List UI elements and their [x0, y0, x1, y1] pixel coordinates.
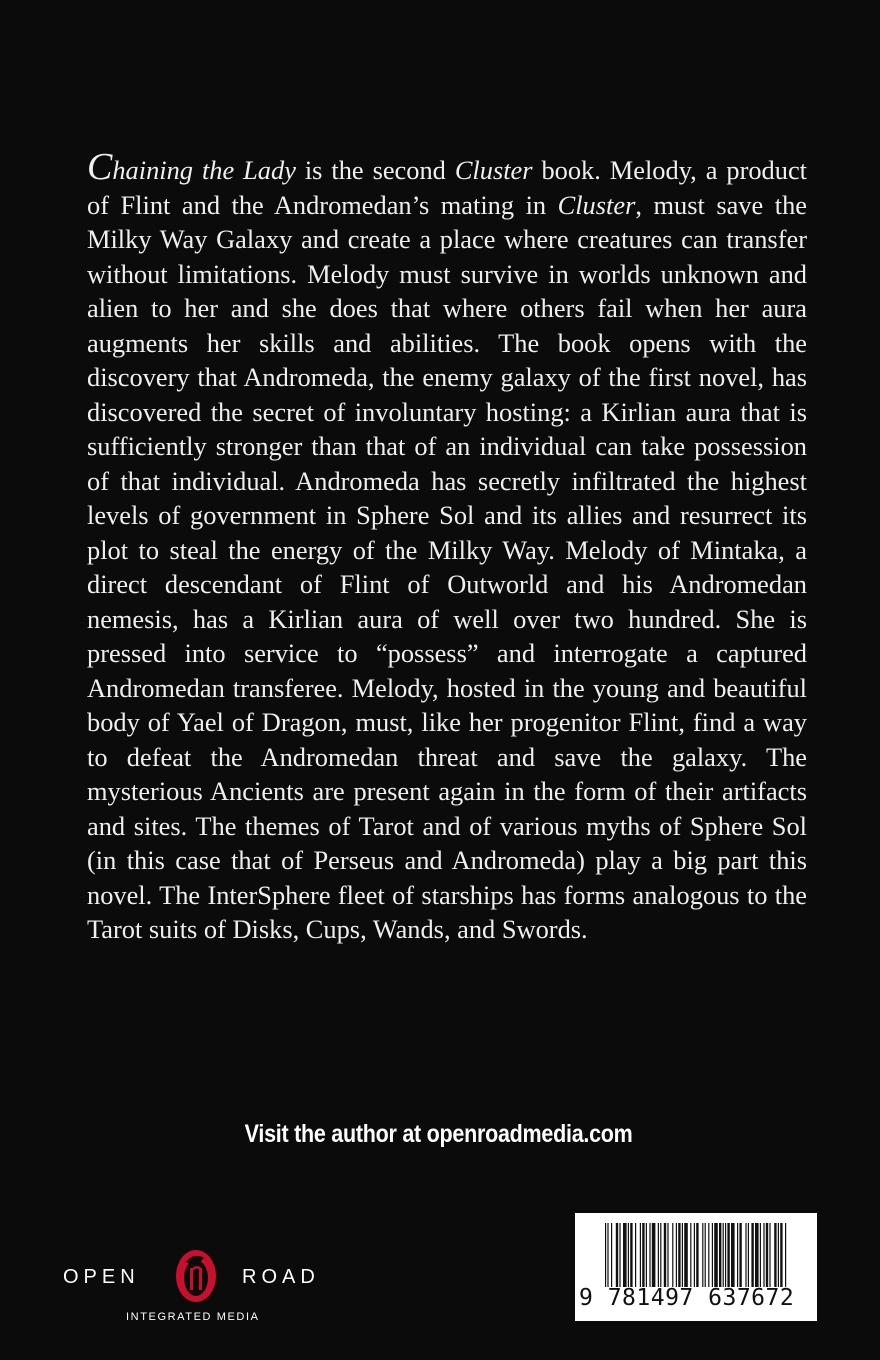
- barcode-bar: [678, 1223, 680, 1287]
- barcode-bar: [664, 1223, 666, 1287]
- barcode-bar: [642, 1223, 644, 1287]
- author-website-line: Visit the author at openroadmedia.com: [244, 1120, 633, 1148]
- barcode-bar: [616, 1223, 618, 1287]
- barcode-bar: [672, 1223, 673, 1287]
- barcode-bar: [751, 1223, 753, 1287]
- barcode-bar: [705, 1223, 706, 1287]
- barcode-bar: [785, 1223, 786, 1287]
- barcode-bar: [769, 1223, 770, 1287]
- barcode-bar: [605, 1223, 606, 1287]
- publisher-word-road: ROAD: [242, 1266, 320, 1288]
- blurb-text-2: book. Melody, a product of Flint and the Andromedan’s mating in: [87, 155, 807, 220]
- barcode-bar: [694, 1223, 695, 1287]
- barcode-bar: [682, 1223, 683, 1287]
- barcode-bar: [696, 1223, 698, 1287]
- open-road-logo-mark-icon: [168, 1248, 224, 1304]
- barcode-bar: [623, 1223, 627, 1287]
- barcode-bar: [766, 1223, 768, 1287]
- drop-cap: C: [87, 146, 113, 188]
- barcode-bar: [737, 1223, 738, 1287]
- series-name-2: Cluster: [557, 189, 636, 220]
- barcode-bar: [635, 1223, 636, 1287]
- barcode-bar: [619, 1223, 620, 1287]
- barcode-bar: [658, 1223, 659, 1287]
- barcode-bar: [755, 1223, 759, 1287]
- publisher-word-open: OPEN: [63, 1266, 140, 1288]
- barcode-bar: [714, 1223, 718, 1287]
- barcode-bar: [649, 1223, 650, 1287]
- barcode-bar: [628, 1223, 629, 1287]
- blurb-text-1: is the second: [295, 155, 455, 185]
- barcode-bar: [611, 1223, 612, 1287]
- barcode-bar: [719, 1223, 721, 1287]
- barcode-bar: [640, 1223, 641, 1287]
- barcode-bar: [778, 1223, 779, 1287]
- barcode-bar: [684, 1223, 688, 1287]
- barcode-bar: [723, 1223, 724, 1287]
- barcode-bar: [760, 1223, 761, 1287]
- blurb-text-3: , must save the Milky Way Galaxy and create a place where creatures can transfer without limitations. Melody must survive in worlds unknown and alien to her and she does that where others fail when her aura augments her skills and abilities. The book opens with the discovery that Andromeda, the enemy galaxy of the first novel, has discovered the secret of involuntary hosting: a Kirlian aura that is sufficiently stronger than that of an individual can take possession of that individual. Andromeda has secretly infiltrated the highest levels of government in Sphere Sol and its allies and resurrect its plot to steal the energy of the Milky Way. Melody of Mintaka, a direct descendant of Flint of Outworld and his Andromedan nemesis, has a Kirlian aura of well over two hundred. She is pressed into service to “possess” and interrogate a captured Andromedan transferee. Melody, hosted in the young and beautiful body of Yael of Dragon, must, like her progenitor Flint, find a way to defeat the Andromedan threat and save the galaxy. The mysterious Ancients are present again in the form of their artifacts and sites. The themes of Tarot and of various myths of Sphere Sol (in this case that of Perseus and Andromeda) play a big part this novel. The InterSphere fleet of starships has forms analogous to the Tarot suits of Disks, Cups, Wands, and Swords.: [87, 189, 807, 944]
- publisher-subtitle: INTEGRATED MEDIA: [126, 1311, 260, 1323]
- barcode-bar: [763, 1223, 764, 1287]
- barcode-bar: [702, 1223, 703, 1287]
- barcode-bar: [676, 1223, 677, 1287]
- barcode-bar: [748, 1223, 749, 1287]
- barcode-bar: [780, 1223, 782, 1287]
- barcode-bar: [652, 1223, 656, 1287]
- barcode-bar: [739, 1223, 741, 1287]
- barcode-bar: [660, 1223, 661, 1287]
- publisher-logo: [60, 1248, 340, 1328]
- barcode-bar: [745, 1223, 746, 1287]
- series-name: Cluster: [454, 155, 533, 185]
- barcode-bars: [605, 1223, 787, 1287]
- barcode-bar: [646, 1223, 647, 1287]
- isbn-number: 9 781497 637672: [579, 1285, 795, 1311]
- barcode-bar: [712, 1223, 713, 1287]
- barcode-bar: [690, 1223, 691, 1287]
- barcode-bar: [708, 1223, 709, 1287]
- barcode-bar: [725, 1223, 726, 1287]
- barcode-bar: [774, 1223, 776, 1287]
- book-title: haining the Lady: [112, 155, 296, 185]
- barcode-bar: [727, 1223, 729, 1287]
- barcode-bar: [630, 1223, 632, 1287]
- isbn-barcode: [575, 1213, 817, 1321]
- barcode-bar: [607, 1223, 608, 1287]
- barcode-bar: [667, 1223, 668, 1287]
- barcode-bar: [731, 1223, 735, 1287]
- back-cover-blurb: [87, 146, 807, 947]
